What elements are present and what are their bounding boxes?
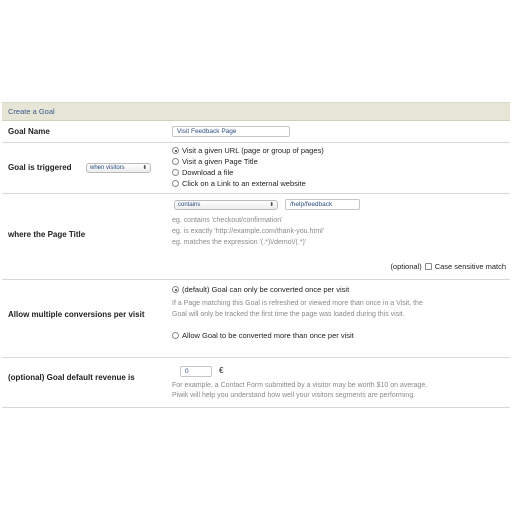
- currency-symbol: €: [219, 366, 224, 375]
- radio-icon[interactable]: [172, 169, 179, 176]
- select-arrows-icon: ⬍: [142, 165, 147, 171]
- trigger-select-value: when visitors: [90, 165, 125, 171]
- trigger-option-download[interactable]: [172, 168, 233, 177]
- trigger-option-page-title[interactable]: [172, 157, 258, 166]
- conversion-once-option[interactable]: [172, 285, 349, 294]
- goal-name-input[interactable]: Visit Feedback Page: [172, 126, 290, 137]
- trigger-label: Goal is triggered: [8, 163, 72, 172]
- goal-name-label: Goal Name: [8, 127, 50, 136]
- case-sensitive-option[interactable]: [390, 262, 506, 271]
- case-sensitive-label: Case sensitive match: [434, 262, 506, 271]
- trigger-select[interactable]: [86, 163, 151, 173]
- trigger-option-label: Visit a given Page Title: [182, 157, 258, 166]
- page-title-label: where the Page Title: [8, 230, 86, 239]
- select-arrows-icon: ⬍: [269, 202, 274, 208]
- revenue-help-line2: Piwik will help you understand how well your visitors segments are performing.: [172, 392, 416, 399]
- conversion-multiple-label: Allow Goal to be converted more than once per visit: [182, 331, 354, 340]
- trigger-row: [2, 143, 510, 194]
- radio-icon[interactable]: [172, 180, 179, 187]
- revenue-label: (optional) Goal default revenue is: [8, 373, 135, 382]
- conversion-multiple-option[interactable]: [172, 331, 354, 340]
- match-type-select[interactable]: [174, 200, 278, 210]
- revenue-help-line1: For example, a Contact Form submitted by a visitor may be worth $10 on average.: [172, 382, 428, 389]
- trigger-option-external-link[interactable]: [172, 179, 306, 188]
- example-regex: eg. matches the expression '(.*)\/demo\/(.*)': [172, 239, 307, 246]
- conversions-row: [2, 280, 510, 358]
- conversion-once-label: (default) Goal can only be converted once per visit: [182, 285, 350, 294]
- panel-title: Create a Goal: [2, 102, 510, 121]
- conversion-explanation-line2: Goal will only be tracked the first time the page was loaded during this visit.: [172, 311, 405, 318]
- trigger-option-label: Download a file: [182, 168, 234, 177]
- radio-icon[interactable]: [172, 158, 179, 165]
- pattern-input[interactable]: /help/feedback: [285, 199, 360, 210]
- revenue-input[interactable]: 0: [180, 366, 212, 377]
- example-contains: eg. contains 'checkout/confirmation': [172, 217, 283, 224]
- radio-icon[interactable]: [172, 286, 179, 293]
- revenue-row: [2, 358, 510, 408]
- match-type-value: contains: [178, 202, 201, 208]
- conversions-label: Allow multiple conversions per visit: [8, 310, 145, 319]
- checkbox-icon[interactable]: [425, 263, 432, 270]
- page-title-row: [2, 194, 510, 280]
- radio-icon[interactable]: [172, 147, 179, 154]
- trigger-option-label: Visit a given URL (page or group of pages): [182, 146, 324, 155]
- trigger-option-label: Click on a Link to an external website: [182, 179, 306, 188]
- example-exact: eg. is exactly 'http://example.com/thank-you.html': [172, 228, 325, 235]
- optional-label: (optional): [390, 262, 422, 271]
- create-goal-form: [2, 102, 510, 408]
- goal-name-row: [2, 121, 510, 143]
- radio-icon[interactable]: [172, 332, 179, 339]
- trigger-option-url[interactable]: [172, 146, 324, 155]
- conversion-explanation-line1: If a Page matching this Goal is refreshed or viewed more than once in a Visit, the: [172, 300, 423, 307]
